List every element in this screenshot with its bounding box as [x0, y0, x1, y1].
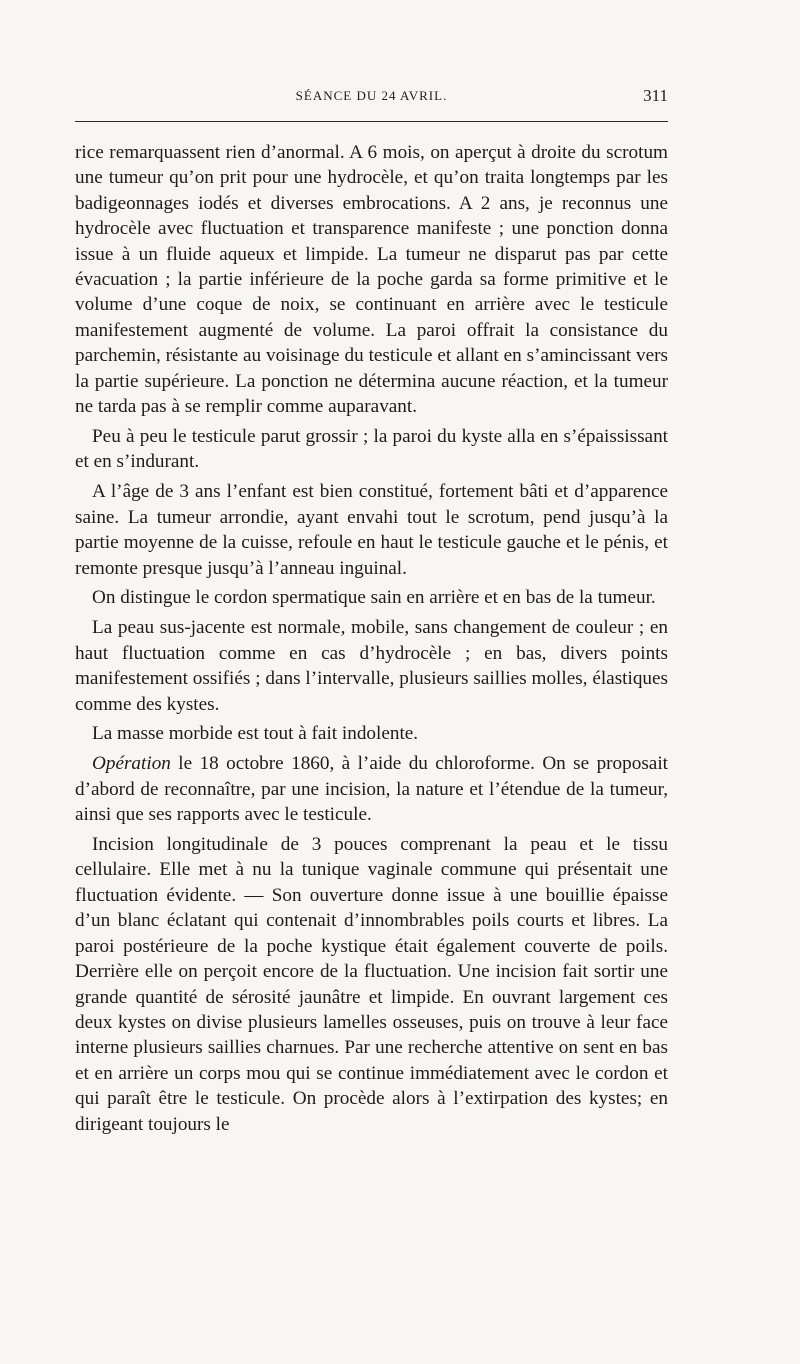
paragraph: La peau sus-jacente est normale, mobile, sans changement de couleur ; en haut fluctuation comme en cas d’hydrocèle ; en bas, divers points manifestement ossifiés ; dans l’intervalle, plusieurs saillies molles, élastiques comme des kystes.: [75, 617, 668, 715]
paragraph: La masse morbide est tout à fait indolente.: [92, 723, 419, 745]
paragraph-text: le 18 octobre 1860, à l’aide du chloroforme. On se proposait d’abord de reconnaître, par une incision, la nature et l’étendue de la tumeur, ainsi que ses rapports avec le testicule.: [75, 753, 668, 826]
running-header: [75, 88, 668, 112]
page-number: 311: [643, 86, 668, 105]
paragraph: Incision longitudinale de 3 pouces comprenant la peau et le tissu cellulaire. Elle met à nu la tunique vaginale commune qui présentait une fluctuation évidente. — Son ouverture donne issue à une bouillie épaisse d’un blanc éclatant qui contenait d’innombrables poils courts et libres. La paroi postérieure de la poche kystique était également couverte de poils. Derrière elle on perçoit encore de la fluctuation. Une incision fait sortir une grande quantité de sérosité jaunâtre et limpide. En ouvrant largement ces deux kystes on divise plusieurs lamelles osseuses, puis on trouve à leur face interne plusieurs saillies charnues. Par une recherche attentive on sent en bas et en arrière un corps mou qui se continue immédiatement avec le cordon et qui paraît être le testicule. On procède alors à l’extirpation des kystes; en dirigeant toujours le: [75, 834, 668, 1135]
paragraph: On distingue le cordon spermatique sain en arrière et en bas de la tumeur.: [92, 587, 656, 609]
paragraph: rice remarquassent rien d’anormal. A 6 mois, on aperçut à droite du scrotum une tumeur qu’on prit pour une hydrocèle, et qu’on traita longtemps par les badigeonnages iodés et diverses embrocations. A 2 ans, je reconnus une hydrocèle avec fluctuation et transparence manifeste ; une ponction donna issue à un fluide aqueux et limpide. La tumeur ne disparut pas par cette évacuation ; la partie inférieure de la poche garda sa forme primitive et le volume d’une coque de noix, se continuant en arrière avec le testicule manifestement augmenté de volume. La paroi offrait la consistance du parchemin, résistante au voisinage du testicule et allant en s’amincissant vers la partie supérieure. La ponction ne détermina aucune réaction, et la tumeur ne tarda pas à se remplir comme auparavant.: [75, 142, 668, 418]
header-title: SÉANCE DU 24 AVRIL.: [295, 88, 448, 103]
body-text: [75, 140, 668, 1141]
paragraph: Peu à peu le testicule parut grossir ; la paroi du kyste alla en s’épaississant et en s’indurant.: [75, 425, 668, 473]
paragraph: A l’âge de 3 ans l’enfant est bien constitué, fortement bâti et d’apparence saine. La tumeur arrondie, ayant envahi tout le scrotum, pend jusqu’à la partie moyenne de la cuisse, refoule en haut le testicule gauche et le pénis, et remonte presque jusqu’à l’anneau inguinal.: [75, 481, 668, 579]
italic-lead: Opération: [92, 753, 171, 775]
paragraph: [75, 751, 668, 827]
header-rule: [75, 121, 668, 122]
